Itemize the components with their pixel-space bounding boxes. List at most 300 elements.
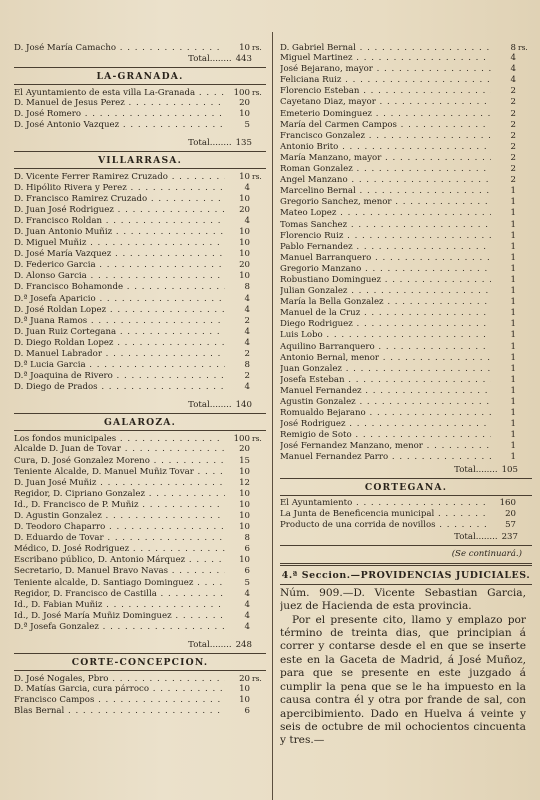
list-item <box>14 282 266 293</box>
entry-value: 10 <box>239 466 250 477</box>
entry-name: D. Juan José Muñiz . . . <box>14 478 225 489</box>
entry-value: 1 <box>510 263 516 274</box>
list-item <box>14 183 266 194</box>
entry-value: 1 <box>510 352 516 363</box>
entry-name: Julian Gonzalez . . . <box>280 286 491 297</box>
entry-name: José Fernandez Manzano, menor . . . <box>280 441 491 452</box>
list-item <box>14 684 266 695</box>
list-item <box>14 467 266 478</box>
list-item <box>280 342 532 353</box>
section-total <box>14 53 252 65</box>
entry-name: D. Federico Garcia . . . <box>14 260 225 271</box>
entry-value: 1 <box>510 219 516 230</box>
list-item <box>280 364 532 375</box>
entry-name: José Rodriguez . . . <box>280 419 491 430</box>
entry-value: 1 <box>510 252 516 263</box>
entry-name: Diego Rodriguez . . . <box>280 319 491 330</box>
entry-name: Secretario, D. Manuel Bravo Navas . . . <box>14 566 225 577</box>
entry-value: 10 <box>239 109 250 120</box>
entry-value: 2 <box>510 175 516 186</box>
list-item <box>14 611 266 622</box>
list-item <box>14 600 266 611</box>
entry-name: D. Hipólito Rivera y Perez . . . <box>14 183 225 194</box>
section-rule <box>14 670 266 671</box>
entry-name: Regidor, D. Francisco de Castilla . . . <box>14 589 225 600</box>
list-item <box>14 305 266 316</box>
entry-value: 160 <box>499 497 516 508</box>
entry-name: D. José Roldan Lopez . . . <box>14 305 225 316</box>
entry-name: D. Diego de Prados . . . <box>14 382 225 393</box>
list-item <box>280 220 532 231</box>
entry-value: 20 <box>239 444 250 455</box>
entry-name: D. Miguel Muñiz . . . <box>14 238 225 249</box>
section-rule <box>14 168 266 169</box>
entry-value: 10 <box>239 499 250 510</box>
entry-value: 1 <box>510 230 516 241</box>
entry-value: 1 <box>510 374 516 385</box>
entry-value: 4 <box>244 610 250 621</box>
list-item <box>280 242 532 253</box>
list-item <box>280 131 532 142</box>
entry-value: 10 <box>239 172 250 183</box>
list-item <box>280 53 532 64</box>
entry-value: 4 <box>244 215 250 226</box>
list-item <box>280 120 532 131</box>
entry-name: D. Agustin Gonzalez . . . <box>14 511 225 522</box>
entry-name: Alcalde D. Juan de Tovar . . . <box>14 444 225 455</box>
list-item <box>14 349 266 360</box>
entry-name: D. José María Vazquez . . . <box>14 249 225 260</box>
list-item <box>280 186 532 197</box>
entry-value: 2 <box>510 119 516 130</box>
entry-name: D.ª Josefa Aparicio . . . <box>14 294 225 305</box>
total-label: Total ........ <box>454 464 497 476</box>
section-title: VILLARRASA. <box>97 155 183 167</box>
list-item <box>280 430 532 441</box>
list-item <box>14 622 266 633</box>
list-item <box>14 327 266 338</box>
section-rule <box>14 430 266 431</box>
entry-value: 10 <box>239 555 250 566</box>
entry-unit: rs. <box>518 43 528 52</box>
total-value: 443 <box>235 54 252 65</box>
section-rule <box>14 84 266 85</box>
entry-value: 10 <box>239 511 250 521</box>
entry-name: D. Gabriel Bernal . . . <box>280 43 491 54</box>
section-rule <box>280 545 532 546</box>
list-item <box>280 109 532 120</box>
entry-name: D. Teodoro Chaparro . . . <box>14 522 225 533</box>
entry-name: D. Matías Garcia, cura párroco . . . <box>14 684 225 695</box>
entry-value: 10 <box>239 249 250 260</box>
list-item <box>14 500 266 511</box>
list-item <box>14 227 266 238</box>
entry-name: Teniente alcalde, D. Santiago Dominguez . . . <box>14 578 225 589</box>
total-value: 248 <box>235 640 252 651</box>
entry-name: D. Francisco Bohamonde . . . <box>14 282 225 293</box>
entry-name: Cura, D. José Gonzalez Moreno . . . <box>14 456 225 467</box>
entry-name: Gregorio Sanchez, menor . . . <box>280 197 491 208</box>
section-rule <box>14 653 266 654</box>
list-item <box>280 297 532 308</box>
entry-name: Roman Gonzalez . . . <box>280 164 491 175</box>
notice-paragraph: Núm. 909.—D. Vicente Sebastian Garcia, juez de Hacienda de esta provincia. <box>280 586 526 613</box>
list-item <box>280 286 532 297</box>
entry-name: Médico, D. José Rodriguez . . . <box>14 544 225 555</box>
list-item <box>280 153 532 164</box>
list-item <box>280 275 532 286</box>
entry-name: Id., D. Francisco de P. Muñiz . . . <box>14 500 225 511</box>
list-item <box>14 120 266 131</box>
list-item <box>14 205 266 216</box>
list-item <box>14 238 266 249</box>
entry-name: Aquilino Barranquero . . . <box>280 342 491 353</box>
entry-name: Angel Manzano . . . <box>280 175 491 186</box>
entry-name: La Junta de Beneficencia municipal . . . <box>280 509 491 520</box>
entry-value: 1 <box>510 397 516 407</box>
entry-name: Feliciana Ruiz . . . <box>280 75 491 86</box>
entry-value: 6 <box>244 566 250 577</box>
entry-value: 4 <box>244 588 250 599</box>
entry-name: Pablo Fernandez . . . <box>280 242 491 253</box>
entry-value: 1 <box>510 341 516 352</box>
entry-unit: rs. <box>252 434 262 444</box>
entry-name: Id., D. Fabian Muñiz . . . <box>14 600 225 611</box>
entry-value: 20 <box>239 674 250 685</box>
total-label: Total ........ <box>188 399 231 411</box>
list-item <box>14 360 266 371</box>
list-item <box>14 478 266 489</box>
section-rule <box>14 151 266 152</box>
entry-name: María la Bella Gonzalez . . . <box>280 297 491 308</box>
entry-name: D.ª Lucia Garcia . . . <box>14 360 225 371</box>
entry-value: 10 <box>239 488 250 499</box>
entry-name: D. Juan José Rodriguez . . . <box>14 205 225 216</box>
entry-name: D. Vicente Ferrer Ramirez Cruzado . . . <box>14 172 225 183</box>
list-item <box>14 489 266 500</box>
entry-value: 1 <box>510 363 516 374</box>
entry-name: Romualdo Bejarano . . . <box>280 408 491 419</box>
entry-name: Cayetano Diaz, mayor . . . <box>280 97 491 108</box>
list-item <box>14 706 266 717</box>
entry-value: 10 <box>239 238 250 249</box>
total-label: Total ........ <box>454 531 497 543</box>
entry-value: 4 <box>244 182 250 193</box>
list-item <box>280 397 532 408</box>
entry-value: 2 <box>244 348 250 359</box>
entry-name: Antonio Brito . . . <box>280 142 491 153</box>
list-item <box>14 260 266 271</box>
entry-name: D. Juan Antonio Muñiz . . . <box>14 227 225 238</box>
entry-value: 4 <box>244 337 250 348</box>
entry-value: 2 <box>510 97 516 108</box>
entry-value: 4 <box>244 326 250 337</box>
list-item <box>14 98 266 109</box>
entry-value: 1 <box>510 241 516 252</box>
entry-value: 1 <box>510 385 516 396</box>
entry-name: María del Carmen Campos . . . <box>280 120 491 131</box>
list-item <box>14 566 266 577</box>
entry-value: 1 <box>510 319 516 330</box>
entry-unit: rs. <box>252 674 262 684</box>
entry-name: Tomas Sanchez . . . <box>280 220 491 231</box>
list-item <box>14 544 266 555</box>
section-title: CORTEGANA. <box>364 481 448 493</box>
list-item <box>14 249 266 260</box>
list-item <box>280 408 532 419</box>
list-item <box>280 64 532 75</box>
entry-name: Francisco Campos . . . <box>14 695 225 706</box>
entry-value: 4 <box>244 621 250 632</box>
entry-name: D. José María Camacho . . . <box>14 43 225 54</box>
entry-name: D.ª Juana Ramos . . . <box>14 316 225 327</box>
entry-value: 15 <box>239 455 250 466</box>
list-item <box>14 578 266 589</box>
list-item <box>14 555 266 566</box>
section-title: LA-GRANADA. <box>96 71 184 83</box>
section-rule <box>280 478 532 479</box>
list-item <box>280 231 532 242</box>
list-item <box>14 338 266 349</box>
list-item <box>14 216 266 227</box>
list-item <box>14 673 266 684</box>
list-item <box>280 375 532 386</box>
list-item <box>280 42 532 53</box>
entry-name: Regidor, D. Cipriano Gonzalez . . . <box>14 489 225 500</box>
entry-value: 10 <box>239 695 250 706</box>
list-item <box>280 308 532 319</box>
entry-name: D. Eduardo de Tovar . . . <box>14 533 225 544</box>
column-divider <box>272 32 273 800</box>
entry-value: 4 <box>244 599 250 610</box>
entry-name: El Ayuntamiento de esta villa La-Granada . . . <box>14 88 225 99</box>
entry-value: 10 <box>239 522 250 533</box>
list-item <box>14 456 266 467</box>
entry-value: 1 <box>510 441 516 452</box>
entry-unit: rs. <box>252 172 262 182</box>
entry-value: 10 <box>239 226 250 237</box>
entry-name: Florencio Esteban . . . <box>280 86 491 97</box>
list-item <box>14 589 266 600</box>
entry-value: 10 <box>239 684 250 695</box>
entry-value: 1 <box>510 186 516 197</box>
entry-name: Gregorio Manzano . . . <box>280 264 491 275</box>
entry-value: 1 <box>510 430 516 441</box>
entry-value: 1 <box>510 330 516 341</box>
list-item <box>14 42 266 53</box>
entry-value: 4 <box>244 304 250 315</box>
entry-name: María Manzano, mayor . . . <box>280 153 491 164</box>
entry-name: D. Manuel Labrador . . . <box>14 349 225 360</box>
total-value: 140 <box>235 400 252 411</box>
entry-value: 20 <box>239 260 250 271</box>
entry-name: Blas Bernal . . . <box>14 706 225 717</box>
entry-value: 1 <box>510 286 516 297</box>
section-title: CORTE-CONCEPCION. <box>71 657 209 669</box>
entry-value: 2 <box>510 108 516 119</box>
total-label: Total ........ <box>188 53 231 65</box>
section-rule <box>280 584 532 585</box>
entry-value: 2 <box>244 315 250 326</box>
list-item <box>14 522 266 533</box>
list-item <box>280 142 532 153</box>
list-item <box>280 330 532 341</box>
list-item <box>280 498 532 509</box>
entry-name: D. José Antonio Vazquez . . . <box>14 120 225 131</box>
list-item <box>280 319 532 330</box>
section-total <box>280 464 518 476</box>
section-total <box>14 399 252 411</box>
section-total <box>280 531 518 543</box>
section-rule <box>280 495 532 496</box>
entry-value: 4 <box>510 53 516 64</box>
entry-value: 2 <box>244 371 250 382</box>
entry-name: José Bejarano, mayor . . . <box>280 64 491 75</box>
list-item <box>280 197 532 208</box>
entry-name: Producto de una corrida de novillos . . . <box>280 520 491 531</box>
entry-value: 1 <box>510 274 516 285</box>
list-item <box>14 533 266 544</box>
entry-name: Los fondos municipales . . . <box>14 434 225 445</box>
entry-name: D. José Nogales, Pbro . . . <box>14 674 225 685</box>
entry-name: Teniente Alcalde, D. Manuel Muñiz Tovar . . . <box>14 467 225 478</box>
entry-name: Manuel Fernandez Parro . . . <box>280 452 491 463</box>
entry-name: Manuel Fernandez . . . <box>280 386 491 397</box>
entry-value: 5 <box>244 120 250 131</box>
entry-value: 8 <box>244 360 250 371</box>
entry-name: Manuel de la Cruz . . . <box>280 308 491 319</box>
list-item <box>280 175 532 186</box>
entry-value: 1 <box>510 408 516 419</box>
entry-value: 4 <box>244 382 250 393</box>
list-item <box>14 87 266 98</box>
entry-name: Juan Gonzalez . . . <box>280 364 491 375</box>
list-item <box>14 294 266 305</box>
list-item <box>280 86 532 97</box>
entry-name: D. José Romero . . . <box>14 109 225 120</box>
entry-name: Miguel Martinez . . . <box>280 53 491 64</box>
entry-name: D. Alonso Garcia . . . <box>14 271 225 282</box>
entry-value: 12 <box>239 477 250 488</box>
entry-value: 1 <box>510 419 516 430</box>
entry-value: 10 <box>239 43 250 53</box>
entry-name: D. Juan Ruiz Cortegana . . . <box>14 327 225 338</box>
entry-value: 100 <box>233 434 250 445</box>
list-item <box>280 509 532 520</box>
entry-name: Florencio Ruiz . . . <box>280 231 491 242</box>
section-rule <box>14 67 266 68</box>
entry-name: D. Francisco Roldan . . . <box>14 216 225 227</box>
list-item <box>14 194 266 205</box>
entry-name: Marcelino Bernal . . . <box>280 186 491 197</box>
entry-name: Francisco Gonzalez . . . <box>280 131 491 142</box>
entry-value: 1 <box>510 208 516 219</box>
list-item <box>280 520 532 531</box>
list-item <box>14 433 266 444</box>
list-item <box>14 371 266 382</box>
entry-name: Emeterio Dominguez . . . <box>280 109 491 120</box>
list-item <box>280 386 532 397</box>
entry-value: 6 <box>244 544 250 555</box>
list-item <box>14 382 266 393</box>
total-label: Total ........ <box>188 137 231 149</box>
entry-value: 1 <box>510 197 516 208</box>
list-item <box>280 452 532 463</box>
entry-name: Antonio Bernal, menor . . . <box>280 353 491 364</box>
section-title: GALAROZA. <box>103 417 177 429</box>
entry-value: 2 <box>510 164 516 175</box>
right-column <box>280 0 532 800</box>
entry-name: D.ª Joaquina de Rivero . . . <box>14 371 225 382</box>
section-total <box>14 137 252 149</box>
total-value: 105 <box>501 464 518 475</box>
entry-name: Josefa Esteban . . . <box>280 375 491 386</box>
total-value: 237 <box>501 531 518 542</box>
entry-name: Luis Lobo . . . <box>280 330 491 341</box>
entry-name: Escribano público, D. Antonio Márquez . . . <box>14 555 225 566</box>
section-rule <box>14 413 266 414</box>
list-item <box>14 316 266 327</box>
entry-name: Manuel Barranquero . . . <box>280 253 491 264</box>
total-value: 135 <box>235 138 252 149</box>
entry-value: 10 <box>239 193 250 204</box>
entry-value: 8 <box>510 43 516 53</box>
list-item <box>280 419 532 430</box>
entry-value: 10 <box>239 271 250 282</box>
entry-value: 5 <box>244 577 250 588</box>
entry-value: 57 <box>505 519 516 530</box>
list-item <box>280 164 532 175</box>
entry-name: D.ª Josefa Gonzalez . . . <box>14 622 225 633</box>
entry-value: 2 <box>510 130 516 141</box>
entry-name: D. Diego Roldan Lopez . . . <box>14 338 225 349</box>
entry-name: D. Manuel de Jesus Perez . . . <box>14 98 225 109</box>
entry-value: 1 <box>510 297 516 308</box>
section-total <box>14 639 252 651</box>
entry-value: 8 <box>244 533 250 544</box>
entry-unit: rs. <box>252 43 262 52</box>
entry-value: 1 <box>510 308 516 319</box>
entry-value: 20 <box>505 508 516 519</box>
list-item <box>14 271 266 282</box>
entry-value: 6 <box>244 706 250 717</box>
list-item <box>14 695 266 706</box>
entry-value: 2 <box>510 141 516 152</box>
entry-name: Mateo Lopez . . . <box>280 208 491 219</box>
left-column <box>14 0 266 800</box>
entry-value: 1 <box>510 452 516 463</box>
entry-name: Robustiano Dominguez . . . <box>280 275 491 286</box>
entry-name: Remigio de Soto . . . <box>280 430 491 441</box>
list-item <box>280 353 532 364</box>
list-item <box>14 444 266 455</box>
entry-value: 2 <box>510 86 516 97</box>
entry-name: Id., D. José María Muñiz Dominguez . . . <box>14 611 225 622</box>
entry-name: Agustin Gonzalez . . . <box>280 397 491 408</box>
list-item <box>14 171 266 182</box>
list-item <box>14 511 266 522</box>
continued-note: (Se continuará.) <box>451 548 522 559</box>
entry-value: 8 <box>244 282 250 293</box>
entry-value: 20 <box>239 98 250 109</box>
entry-value: 4 <box>244 293 250 304</box>
entry-unit: rs. <box>252 88 262 98</box>
list-item <box>280 253 532 264</box>
list-item <box>280 97 532 108</box>
list-item <box>280 75 532 86</box>
entry-value: 100 <box>233 88 250 99</box>
entry-name: El Ayuntamiento . . . <box>280 498 491 509</box>
